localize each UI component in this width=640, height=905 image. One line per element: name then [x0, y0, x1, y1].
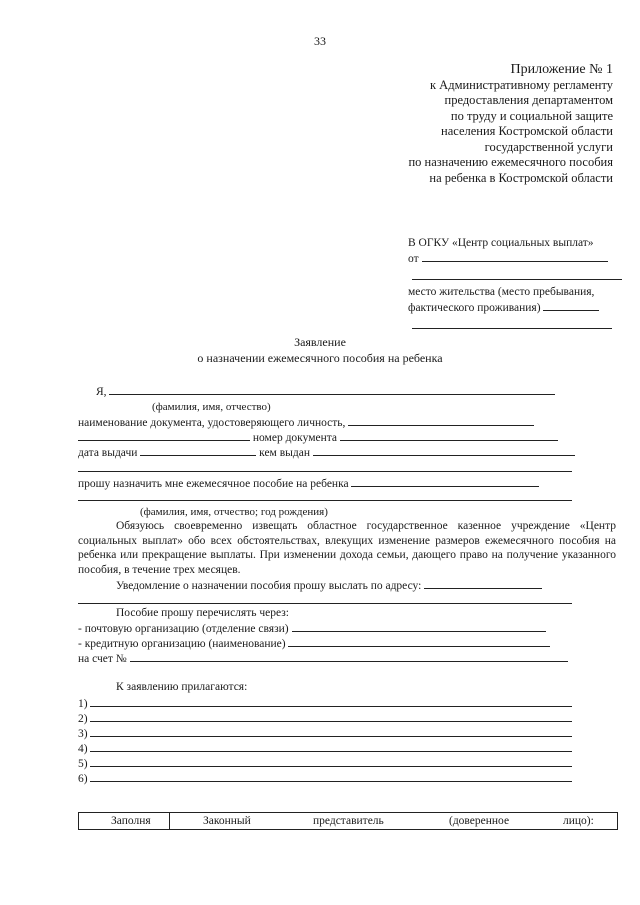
table-cell: Заполня [111, 815, 151, 827]
notify-label: Уведомление о назначении пособия прошу выслать по адресу: [116, 580, 422, 592]
table-cell: Законный [203, 815, 251, 827]
appendix-line: предоставления департаментом [444, 93, 613, 107]
attachment-field[interactable] [90, 711, 572, 722]
attachments-title: К заявлению прилагаются: [116, 681, 248, 693]
child-field-2[interactable] [78, 490, 572, 501]
table-cell: лицо): [563, 815, 594, 827]
attachment-row [78, 756, 572, 771]
doc-name-field[interactable] [348, 415, 534, 426]
appendix-line: к Административному регламенту [429, 77, 613, 92]
account-row [78, 651, 568, 666]
fio-hint: (фамилия, имя, отчество) [152, 401, 271, 413]
attachment-number: 5) [78, 758, 88, 770]
issued-by-field[interactable] [313, 445, 575, 456]
attachment-row [78, 726, 572, 741]
appendix-line: Приложение № 1 [510, 62, 613, 77]
attachment-row [78, 741, 572, 756]
table-cell: (доверенное [449, 815, 510, 827]
table-divider [169, 813, 170, 829]
attachment-number: 4) [78, 743, 88, 755]
postal-row [78, 621, 546, 636]
request-label: прошу назначить мне ежемесячное пособие на ребенка [78, 478, 349, 490]
appendix-line: населения Костромской области [441, 124, 613, 138]
doc-name-row [78, 415, 534, 430]
document-title [0, 334, 640, 366]
table-cell: представитель [313, 815, 384, 827]
attachment-number: 3) [78, 728, 88, 740]
notify-field[interactable] [424, 578, 542, 589]
attachment-field[interactable] [90, 771, 572, 782]
page-number: 33 [314, 34, 326, 48]
i-label: Я, [96, 386, 107, 398]
attachment-row [78, 696, 572, 711]
representative-table [78, 812, 618, 830]
attachment-number: 1) [78, 698, 88, 710]
appendix-line: по назначению ежемесячного пособия [408, 155, 613, 169]
issue-row [78, 445, 575, 460]
from-field[interactable] [422, 251, 608, 262]
doc-number-row [78, 430, 558, 445]
postal-label: - почтовую организацию (отделение связи) [78, 623, 289, 635]
notify-field-2[interactable] [78, 593, 572, 604]
notify-row [116, 578, 542, 593]
credit-label: - кредитную организацию (наименование) [78, 638, 286, 650]
child-field[interactable] [351, 476, 539, 487]
child-hint: (фамилия, имя, отчество; год рождения) [140, 506, 328, 518]
attachment-row [78, 771, 572, 786]
attachment-number: 2) [78, 713, 88, 725]
issued-by-field-2[interactable] [78, 461, 572, 472]
addressee-block [408, 236, 622, 334]
issued-by-label: кем выдан [259, 447, 310, 459]
fio-field[interactable] [109, 384, 555, 395]
postal-field[interactable] [292, 621, 546, 632]
issue-date-field[interactable] [140, 445, 256, 456]
residence-field[interactable] [543, 300, 599, 311]
attachment-row [78, 711, 572, 726]
doc-name-field-2[interactable] [78, 430, 250, 441]
residence-label-2: фактического проживания) [408, 302, 541, 314]
appendix-line: на ребенка в Костромской области [429, 170, 613, 185]
attachment-number: 6) [78, 773, 88, 785]
from-field-2[interactable] [412, 269, 622, 280]
account-field[interactable] [130, 651, 568, 662]
attachment-field[interactable] [90, 741, 572, 752]
doc-name-label: наименование документа, удостоверяющего личность, [78, 417, 346, 429]
addressee-to: В ОГКУ «Центр социальных выплат» [408, 237, 594, 249]
doc-number-field[interactable] [340, 430, 558, 441]
doc-number-label: номер документа [252, 432, 337, 444]
credit-field[interactable] [288, 636, 550, 647]
appendix-header [408, 62, 613, 186]
title-line-1: Заявление [294, 335, 346, 349]
child-row-2 [78, 490, 572, 505]
credit-row [78, 636, 550, 651]
account-label: на счет № [78, 653, 127, 665]
attachment-field[interactable] [90, 726, 572, 737]
addressee-from-label: от [408, 253, 419, 265]
residence-field-2[interactable] [412, 318, 612, 329]
attachment-field[interactable] [90, 756, 572, 767]
issued-by-row-2 [78, 461, 572, 476]
obligation-text: Обязуюсь своевременно извещать областное государственное казенное учреждение «Центр социальных выплат» обо всех обстоятельствах, влекущих изменение размеров ежемесячного пособия на ребенка или прекращение выплаты. При изменении дохода семьи, дающего право на получение указанного пособия, в течение трех месяцев. [78, 520, 616, 576]
residence-label-1: место жительства (место пребывания, [408, 286, 595, 298]
title-line-2: о назначении ежемесячного пособия на ребенка [197, 351, 443, 365]
transfer-label: Пособие прошу перечислять через: [116, 607, 289, 619]
i-row [96, 384, 555, 399]
appendix-line: по труду и социальной защите [450, 108, 613, 123]
issue-date-label: дата выдачи [78, 447, 138, 459]
attachment-field[interactable] [90, 696, 572, 707]
request-row [78, 476, 539, 491]
appendix-line: государственной услуги [484, 139, 613, 154]
